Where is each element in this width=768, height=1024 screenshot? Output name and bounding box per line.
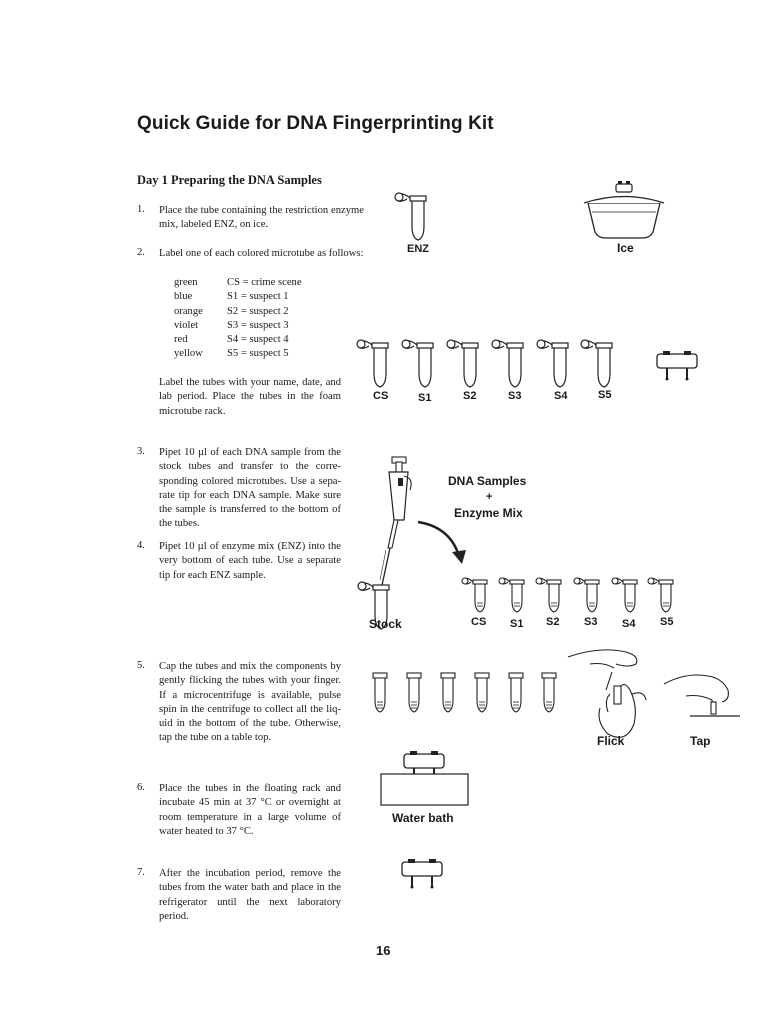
capped-tubes-row [373,673,556,712]
code-cell: S3 = suspect 3 [227,319,289,331]
tube-label-s3: S3 [508,390,522,402]
water-bath-icon [381,774,468,805]
day-heading: Day 1 Preparing the DNA Samples [137,173,322,187]
step-2-note: Label the tubes with your name, date, and lab period. Place the tubes in the foam microtube rack. [159,377,341,417]
enz-tube-icon [395,193,426,240]
color-cell: red [174,334,188,346]
code-cell: S5 = suspect 5 [227,348,289,360]
sample-tubes-row [462,578,673,612]
tube2-label-cs: CS [471,616,487,628]
enzyme-mix-label: Enzyme Mix [454,506,523,520]
stock-label: Stock [369,617,402,631]
tube-label-s1: S1 [418,392,432,404]
curved-arrow-icon [418,522,466,564]
tap-label: Tap [690,734,711,748]
code-cell: S2 = suspect 2 [227,305,289,317]
step-number: 6. [137,782,145,793]
tube-label-cs: CS [373,390,389,402]
tube2-label-s5: S5 [660,616,674,628]
page-title: Quick Guide for DNA Fingerprinting Kit [137,113,494,134]
step-number: 7. [137,867,145,878]
step-number: 2. [137,247,145,258]
step-number: 4. [137,540,145,551]
flick-hand-icon [568,650,646,737]
enz-label: ENZ [407,243,429,255]
step-number: 1. [137,204,145,215]
step-text: Label one of each colored microtube as follows: [159,248,364,259]
tube-label-s5: S5 [598,389,612,401]
labeled-tubes-row [357,340,612,387]
step-number: 3. [137,446,145,457]
step-text: After the incubation period, remove the tubes from the water bath and place in the refrigerator until the next laboratory period. [159,868,341,922]
color-cell: yellow [174,348,203,360]
code-cell: CS = crime scene [227,277,302,288]
color-cell: violet [174,319,199,331]
page-number: 16 [376,943,391,958]
step-text: Place the tube containing the restriction enzyme mix, labeled ENZ, on ice. [159,205,364,231]
water-bath-label: Water bath [392,811,454,825]
color-cell: blue [174,291,193,303]
tube2-label-s1: S1 [510,618,524,630]
color-cell: green [174,277,198,288]
step-text: Pipet 10 µl of enzyme mix (ENZ) into the very bottom of each tube. Use a separate tip for each ENZ sample. [159,541,341,581]
dna-samples-label: DNA Samples [448,474,527,488]
pipette-icon [380,457,411,590]
step-text: Place the tubes in the floating rack and incubate 45 min at 37 °C or overnight at room temperature in a large volume of water heated to 37 °C. [159,783,341,837]
tube-label-s4: S4 [554,390,568,402]
ice-bucket-icon [584,181,664,238]
ice-label: Ice [617,241,634,255]
step-number: 5. [137,660,145,671]
tube2-label-s2: S2 [546,616,560,628]
tube2-label-s3: S3 [584,616,598,628]
tap-hand-icon [664,675,740,716]
step-text: Pipet 10 µl of each DNA sample from the stock tubes and transfer to the corre-sponding colored microtubes. Use a sepa-rate tip for each DNA sample. Make sure the sample is transferred to the bottom of the tubes. [159,447,341,530]
color-cell: orange [174,305,203,317]
plus-label: + [486,491,493,503]
code-cell: S4 = suspect 4 [227,334,289,346]
tube-label-s2: S2 [463,390,477,402]
code-cell: S1 = suspect 1 [227,291,289,303]
refrigerator-rack-icon [402,859,442,889]
flick-label: Flick [597,734,625,748]
foam-rack-icon [657,351,697,381]
step-text: Cap the tubes and mix the components by gently flicking the tubes with your finger. If a microcentrifuge is available, pulse spin in the centrifuge to collect all the liq-uid in the bottom of the tube. Otherwise, tap the tube on a table top. [159,661,341,744]
tube2-label-s4: S4 [622,618,636,630]
